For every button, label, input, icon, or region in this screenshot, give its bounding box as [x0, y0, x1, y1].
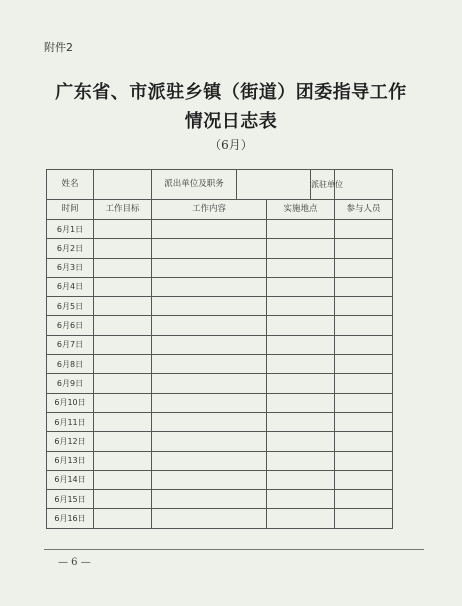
content-cell[interactable]	[152, 239, 267, 258]
content-cell[interactable]	[152, 355, 267, 374]
goal-cell[interactable]	[94, 412, 152, 431]
table-row	[47, 355, 393, 374]
header-info-row	[47, 170, 393, 200]
table-row	[47, 470, 393, 489]
date-cell: 6月8日	[47, 355, 94, 374]
table-row	[47, 374, 393, 393]
location-cell[interactable]	[267, 374, 335, 393]
date-cell: 6月1日	[47, 220, 94, 239]
name-value-cell	[94, 170, 152, 200]
content-cell[interactable]	[152, 316, 267, 335]
participants-cell[interactable]	[335, 451, 393, 470]
location-cell[interactable]	[267, 490, 335, 509]
location-cell[interactable]	[267, 355, 335, 374]
location-cell[interactable]	[267, 220, 335, 239]
participants-cell[interactable]	[335, 432, 393, 451]
date-cell: 6月10日	[47, 393, 94, 412]
column-header-location: 实施地点	[267, 200, 335, 220]
date-cell: 6月7日	[47, 335, 94, 354]
unit-value-cell	[237, 170, 311, 200]
column-header-participants: 参与人员	[335, 200, 393, 220]
participants-cell[interactable]	[335, 393, 393, 412]
goal-cell[interactable]	[94, 277, 152, 296]
goal-cell[interactable]	[94, 316, 152, 335]
location-cell[interactable]	[267, 316, 335, 335]
column-header-row	[47, 200, 393, 220]
location-cell[interactable]	[267, 470, 335, 489]
participants-cell[interactable]	[335, 258, 393, 277]
goal-cell[interactable]	[94, 355, 152, 374]
content-cell[interactable]	[152, 277, 267, 296]
content-cell[interactable]	[152, 509, 267, 528]
column-header-goal: 工作目标	[94, 200, 152, 220]
content-cell[interactable]	[152, 451, 267, 470]
date-cell: 6月4日	[47, 277, 94, 296]
content-cell[interactable]	[152, 470, 267, 489]
content-cell[interactable]	[152, 297, 267, 316]
content-cell[interactable]	[152, 393, 267, 412]
participants-cell[interactable]	[335, 239, 393, 258]
goal-cell[interactable]	[94, 258, 152, 277]
table-row	[47, 335, 393, 354]
table-row	[47, 297, 393, 316]
location-cell[interactable]	[267, 297, 335, 316]
content-cell[interactable]	[152, 258, 267, 277]
unit-label: 派出单位及职务	[152, 170, 237, 200]
table-row	[47, 239, 393, 258]
table-row	[47, 316, 393, 335]
document-title-line-1: 广东省、市派驻乡镇（街道）团委指导工作	[55, 82, 407, 103]
participants-cell[interactable]	[335, 490, 393, 509]
table-row	[47, 258, 393, 277]
goal-cell[interactable]	[94, 297, 152, 316]
participants-cell[interactable]	[335, 355, 393, 374]
location-cell[interactable]	[267, 509, 335, 528]
participants-cell[interactable]	[335, 220, 393, 239]
location-cell[interactable]	[267, 451, 335, 470]
date-cell: 6月11日	[47, 412, 94, 431]
date-cell: 6月3日	[47, 258, 94, 277]
participants-cell[interactable]	[335, 509, 393, 528]
location-cell[interactable]	[267, 258, 335, 277]
participants-cell[interactable]	[335, 335, 393, 354]
date-cell: 6月14日	[47, 470, 94, 489]
location-cell[interactable]	[267, 393, 335, 412]
location-cell[interactable]	[267, 277, 335, 296]
location-cell[interactable]	[267, 239, 335, 258]
footer-rule	[44, 549, 424, 550]
attachment-label: 附件2	[44, 41, 73, 54]
date-cell: 6月9日	[47, 374, 94, 393]
date-cell: 6月5日	[47, 297, 94, 316]
content-cell[interactable]	[152, 432, 267, 451]
table-row	[47, 432, 393, 451]
participants-cell[interactable]	[335, 277, 393, 296]
goal-cell[interactable]	[94, 374, 152, 393]
column-header-content: 工作内容	[152, 200, 267, 220]
location-cell[interactable]	[267, 335, 335, 354]
content-cell[interactable]	[152, 335, 267, 354]
table-row	[47, 220, 393, 239]
participants-cell[interactable]	[335, 316, 393, 335]
goal-cell[interactable]	[94, 490, 152, 509]
participants-cell[interactable]	[335, 412, 393, 431]
date-cell: 6月6日	[47, 316, 94, 335]
participants-cell[interactable]	[335, 374, 393, 393]
goal-cell[interactable]	[94, 451, 152, 470]
goal-cell[interactable]	[94, 220, 152, 239]
date-cell: 6月15日	[47, 490, 94, 509]
table-row	[47, 451, 393, 470]
column-header-time: 时间	[47, 200, 94, 220]
participants-cell[interactable]	[335, 470, 393, 489]
page-number: — 6 —	[58, 557, 91, 568]
month-label: （6月）	[209, 138, 253, 152]
participants-cell[interactable]	[335, 297, 393, 316]
goal-cell[interactable]	[94, 470, 152, 489]
table-row	[47, 490, 393, 509]
name-label: 姓名	[47, 170, 94, 200]
station-value-cell	[335, 170, 393, 200]
content-cell[interactable]	[152, 220, 267, 239]
table-row	[47, 509, 393, 528]
date-cell: 6月12日	[47, 432, 94, 451]
goal-cell[interactable]	[94, 393, 152, 412]
table-row	[47, 393, 393, 412]
station-label: 派驻单位	[311, 170, 335, 200]
date-cell: 6月13日	[47, 451, 94, 470]
goal-cell[interactable]	[94, 432, 152, 451]
work-log-table	[46, 169, 393, 529]
goal-cell[interactable]	[94, 335, 152, 354]
table-row	[47, 277, 393, 296]
date-cell: 6月16日	[47, 509, 94, 528]
content-cell[interactable]	[152, 374, 267, 393]
location-cell[interactable]	[267, 432, 335, 451]
location-cell[interactable]	[267, 412, 335, 431]
date-cell: 6月2日	[47, 239, 94, 258]
document-title-line-2: 情况日志表	[184, 111, 278, 132]
content-cell[interactable]	[152, 412, 267, 431]
goal-cell[interactable]	[94, 509, 152, 528]
content-cell[interactable]	[152, 490, 267, 509]
goal-cell[interactable]	[94, 239, 152, 258]
table-row	[47, 412, 393, 431]
